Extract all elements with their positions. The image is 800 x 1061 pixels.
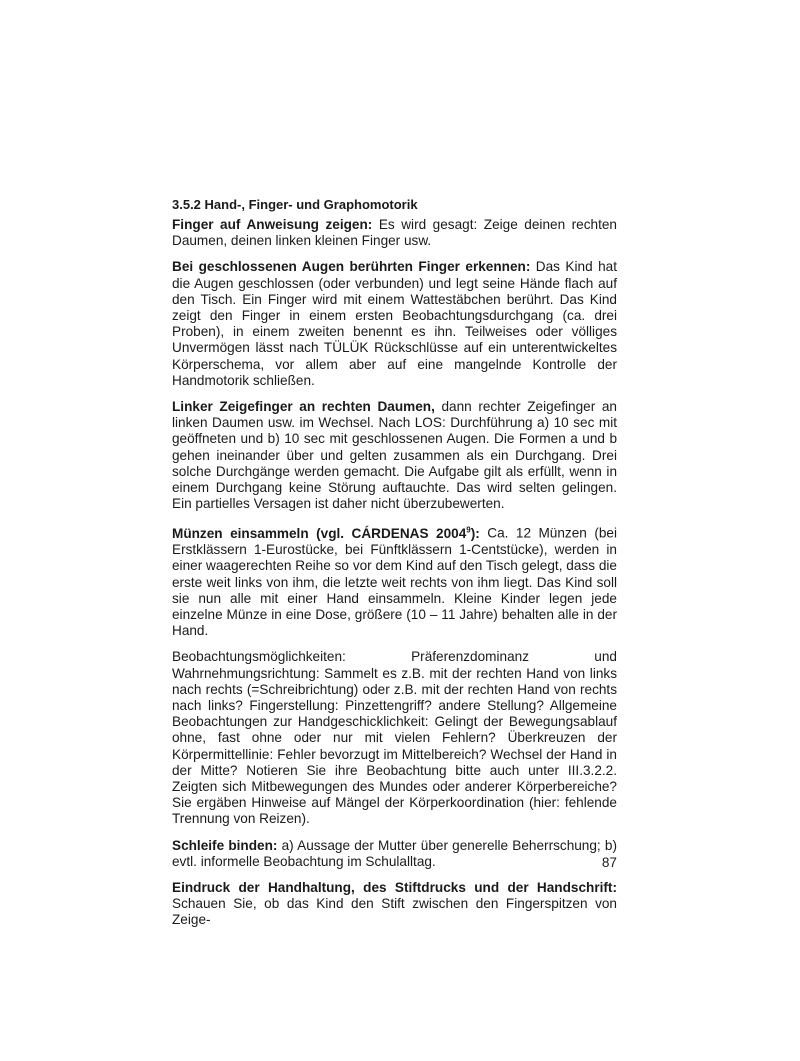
paragraph-lead: Schleife binden: — [172, 837, 278, 853]
paragraph-lead: Finger auf Anweisung zeigen: — [172, 217, 373, 232]
paragraph-lead-end: ): — [470, 525, 480, 541]
paragraph-lead: Linker Zeigefinger an rechten Daumen, — [172, 399, 435, 415]
paragraph-schleife-binden — [172, 838, 617, 870]
paragraph-lead: Bei geschlossenen Augen berührten Finger erkennen: — [172, 259, 531, 275]
paragraph-lead-text: Münzen einsammeln (vgl. CÁRDENAS 2004 — [172, 525, 467, 541]
paragraph-beobachtungsmoeglichkeiten — [172, 649, 617, 827]
paragraph-finger-zeigen — [172, 217, 617, 249]
footnote-marker: 9 — [466, 525, 471, 535]
paragraph-muenzen-einsammeln — [172, 522, 617, 639]
paragraph-zeigefinger-daumen — [172, 399, 617, 512]
paragraph-lead: Eindruck der Handhaltung, des Stiftdrucks und der Handschrift: — [172, 880, 617, 896]
paragraph-body: a) Aussage der Mutter über generelle Beherrschung; b) evtl. informelle Beobachtung im Schulalltag. — [172, 837, 617, 869]
paragraph-body: dann rechter Zeigefinger an linken Daumen usw. im Wechsel. Nach LOS: Durchführung a) 10 sec mit geöffneten und b) 10 sec mit geschlossenen Augen. Die Formen a und b gehen ineinander über und gelten zusammen als ein Durchgang. Drei solche Durchgänge werden gemacht. Die Aufgabe gilt als erfüllt, wenn in einem Durchgang keine Störung auftauchte. Das wird selten gelingen. Ein partielles Versagen ist daher nicht überzubewerten. — [172, 399, 617, 512]
paragraph-finger-erkennen — [172, 259, 617, 389]
section-heading: 3.5.2 Hand-, Finger- und Graphomotorik — [172, 197, 418, 212]
paragraph-body: Das Kind hat die Augen geschlossen (oder verbunden) und legt seine Hände flach auf den Tisch. Ein Finger wird mit einem Wattestäbchen berührt. Das Kind zeigt den Finger in einem ersten Beobachtungsdurchgang (ca. drei Proben), in einem zweiten benennt es ihn. Teilweises oder völliges Unvermögen lässt nach TÜLÜK Rückschlüsse auf ein unterentwickeltes Körperschema, vor allem aber auf eine mangelnde Kontrolle der Handmotorik schließen. — [172, 259, 617, 388]
paragraph-handhaltung — [172, 880, 617, 929]
paragraph-body: Schauen Sie, ob das Kind den Stift zwischen den Fingerspitzen von Zeige- — [172, 896, 617, 928]
paragraph-body: Es wird gesagt: Zeige deinen rechten Daumen, deinen linken kleinen Finger usw. — [172, 217, 617, 249]
paragraph-lead — [172, 526, 480, 541]
page-content — [172, 196, 617, 929]
paragraph-body: Beobachtungsmöglichkeiten: Präferenzdominanz und Wahrnehmungsrichtung: Sammelt es z.B. mit der rechten Hand von links nach rechts (=Schreibrichtung) oder z.B. mit der rechten Hand von rechts nach links? Fingerstellung: Pinzettengriff? andere Stellung? Allgemeine Beobachtungen zur Handgeschicklichkeit: Gelingt der Bewegungsablauf ohne, fast ohne oder nur mit vielen Fehlern? Überkreuzen der Körpermittellinie: Fehler bevorzugt im Mittelbereich? Wechsel der Hand in der Mitte? Notieren Sie ihre Beobachtung bitte auch unter III.3.2.2. Zeigten sich Mitbewegungen des Mundes oder anderer Körperbereiche? Sie ergäben Hinweise auf Mängel der Körperkoordination (hier: fehlende Trennung von Reizen). — [172, 649, 617, 827]
page-number: 87 — [601, 855, 617, 870]
paragraph-body: Ca. 12 Münzen (bei Erstklässern 1-Eurostücke, bei Fünftklässern 1-Centstücke), werden in einer waagerechten Reihe so vor dem Kind auf den Tisch gelegt, dass die erste weit links von ihm, die letzte weit rechts von ihm liegt. Das Kind soll sie nun alle mit einer Hand einsammeln. Kleine Kinder legen jede einzelne Münze in eine Dose, größere (10 – 11 Jahre) behalten alle in der Hand. — [172, 525, 617, 639]
